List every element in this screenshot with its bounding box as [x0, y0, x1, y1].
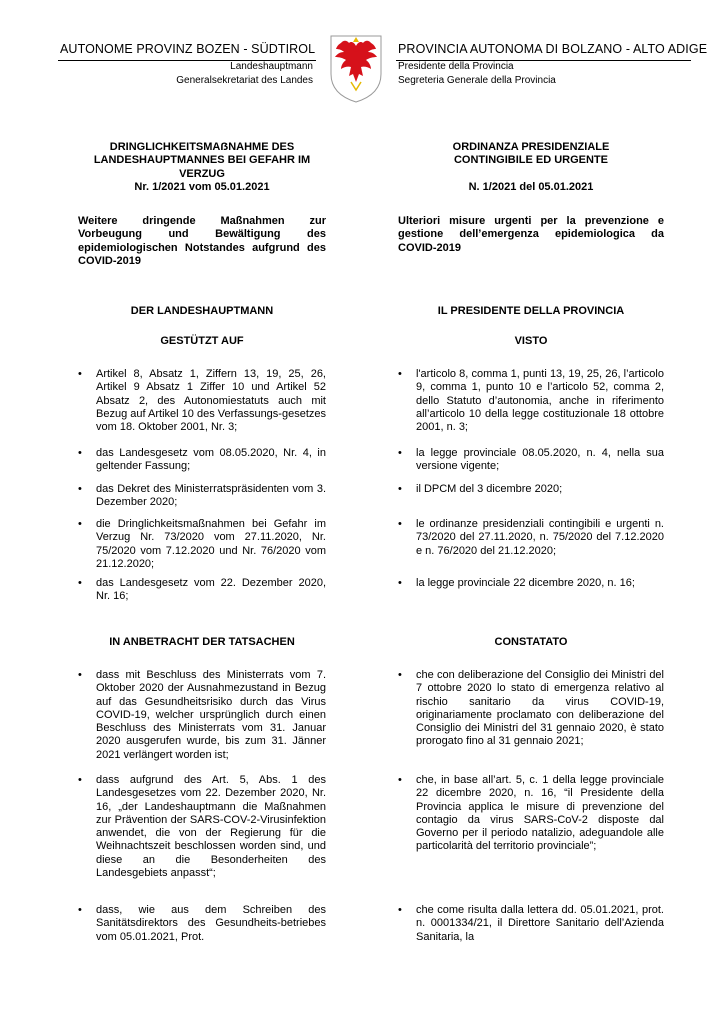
header-right	[398, 42, 708, 88]
de-section-tatsachen: IN ANBETRACHT DER TATSACHEN	[109, 636, 295, 648]
header-left-rule	[58, 60, 316, 61]
it-title: ORDINANZA PRESIDENZIALE CONTINGIBILE ED URGENTE N. 1/2021 del 05.01.2021	[398, 141, 664, 194]
header-left-line1: Landeshauptmann	[230, 61, 313, 72]
de-number: Nr. 1/2021 vom 05.01.2021	[134, 180, 270, 193]
coat-of-arms-icon	[327, 32, 385, 104]
de-authority: DER LANDESHAUPTMANN	[130, 305, 274, 317]
header-left-title: AUTONOME PROVINZ BOZEN - SÜDTIROL	[60, 42, 316, 56]
it-number: N. 1/2021 del 05.01.2021	[468, 180, 594, 193]
it-subject: Ulteriori misure urgenti per la prevenzione e gestione dell’emergenza epidemiologica da COVID-2019	[398, 215, 664, 254]
header-left-line2: Generalsekretariat des Landes	[176, 75, 313, 86]
it-section-visto: VISTO	[514, 335, 548, 347]
header-right-title: PROVINCIA AUTONOMA DI BOLZANO - ALTO ADIGE	[398, 42, 708, 56]
it-authority: IL PRESIDENTE DELLA PROVINCIA	[437, 305, 625, 317]
it-section-constatato: CONSTATATO	[494, 636, 568, 648]
header-right-line2: Segreteria Generale della Provincia	[398, 75, 556, 86]
header-right-rule	[396, 60, 691, 61]
de-section-gestuetzt: GESTÜTZT AUF	[160, 335, 244, 347]
de-title: DRINGLICHKEITSMAẞNAHME DES LANDESHAUPTMANNES BEI GEFAHR IM VERZUG Nr. 1/2021 vom 05.01.2021	[78, 141, 326, 194]
de-subject: Weitere dringende Maßnahmen zur Vorbeugung und Bewältigung des epidemiologischen Notstandes aufgrund des COVID-2019	[78, 215, 326, 267]
header-right-line1: Presidente della Provincia	[398, 61, 514, 72]
header-left	[60, 42, 316, 88]
